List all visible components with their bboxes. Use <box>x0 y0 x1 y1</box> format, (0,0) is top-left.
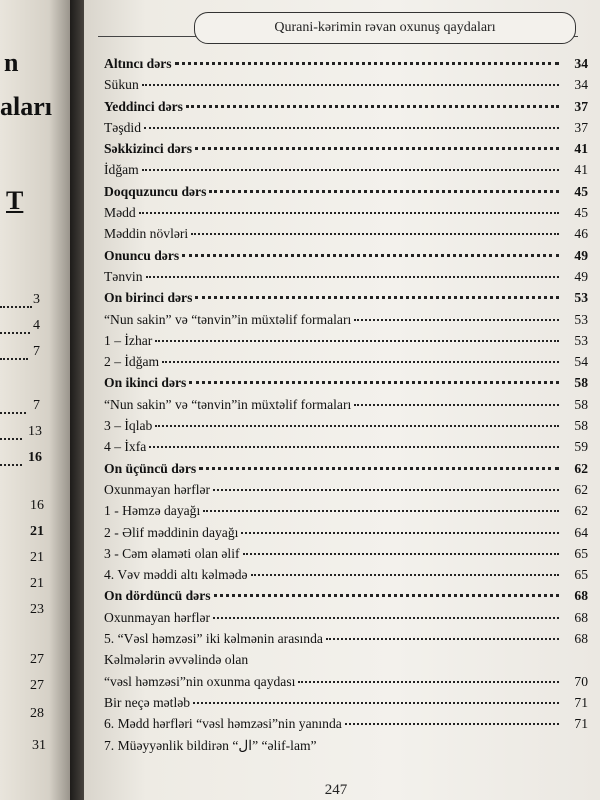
toc-entry-label: “Nun sakin” və “tənvin”in müxtəlif formaları <box>104 396 352 412</box>
toc-entry <box>104 120 588 141</box>
toc-entry-label: 1 – İzhar <box>104 332 153 348</box>
toc-page-number: 54 <box>574 354 588 370</box>
toc-page-number: 49 <box>574 268 588 284</box>
toc-entry-label: Məddin növləri <box>104 226 189 242</box>
toc-entry-label: “vəsl həmzəsi”nin oxunma qaydası <box>104 673 296 689</box>
toc-page-number: 71 <box>574 694 588 710</box>
toc-page-number: 58 <box>574 396 588 412</box>
toc-leader-dots <box>203 510 559 512</box>
toc-entry-label: 4 – İxfa <box>104 439 147 455</box>
toc-page-number: 37 <box>574 98 588 114</box>
toc-leader-dots <box>155 425 559 427</box>
toc-lesson-heading <box>104 56 588 77</box>
page-number: 247 <box>324 782 348 798</box>
left-page-number: 7 <box>33 344 40 359</box>
left-page-number: 21 <box>30 524 44 539</box>
book-gutter <box>70 0 84 800</box>
toc-page-number: 46 <box>574 226 588 242</box>
toc-entry <box>104 482 588 503</box>
toc-entry <box>104 77 588 98</box>
toc-lesson-heading <box>104 99 588 120</box>
toc-entry <box>104 695 588 716</box>
toc-entry-label: Oxunmayan hərflər <box>104 609 211 625</box>
left-page-fragment: T <box>6 186 24 215</box>
toc-lesson-heading <box>104 141 588 162</box>
toc-page-number: 58 <box>574 418 588 434</box>
toc-leader-dots <box>298 681 559 683</box>
toc-entry <box>104 397 588 418</box>
toc-page-number: 68 <box>574 631 588 647</box>
toc-page-number: 68 <box>574 588 588 604</box>
toc-lesson-heading <box>104 184 588 205</box>
toc-page-number: 65 <box>574 545 588 561</box>
toc-entry-label: Sükun <box>104 77 139 93</box>
toc-page-number: 37 <box>574 119 588 135</box>
left-page-number: 21 <box>30 576 44 591</box>
left-page-number: 21 <box>30 550 44 565</box>
toc-entry-label: On ikinci dərs <box>104 375 187 391</box>
toc-leader-dots <box>241 532 559 534</box>
toc-page-number: 53 <box>574 290 588 306</box>
toc-leader-dots <box>142 84 559 86</box>
toc-lesson-heading <box>104 290 588 311</box>
toc-page-number: 53 <box>574 332 588 348</box>
toc-leader-dots <box>182 254 559 257</box>
toc-page-number: 58 <box>574 375 588 391</box>
toc-entry <box>104 631 588 652</box>
toc-entry-label: 6. Mədd hərfləri “vəsl həmzəsi”nin yanında <box>104 716 342 732</box>
toc-page-number: 53 <box>574 311 588 327</box>
toc-entry-label: 1 - Həmzə dayağı <box>104 503 201 519</box>
left-page-number: 7 <box>33 398 40 413</box>
toc-entry-label: İdğam <box>104 162 139 178</box>
toc-leader-dots <box>193 702 559 704</box>
toc-lesson-heading <box>104 248 588 269</box>
toc-entry <box>104 503 588 524</box>
left-page <box>0 0 70 800</box>
toc-lesson-heading <box>104 588 588 609</box>
toc-entry-label: “Nun sakin” və “tənvin”in müxtəlif formaları <box>104 311 352 327</box>
toc-entry-label: 3 - Cəm əlaməti olan əlif <box>104 545 240 561</box>
toc-leader-dots <box>199 467 559 470</box>
toc-entry <box>104 674 588 695</box>
toc-page-number: 45 <box>574 183 588 199</box>
toc-entry-label: Mədd <box>104 205 136 221</box>
toc-entry-label: Bir neçə mətləb <box>104 694 191 710</box>
left-page-number: 13 <box>28 424 42 439</box>
toc-page-number: 62 <box>574 503 588 519</box>
toc-entry <box>104 312 588 333</box>
left-page-number: 16 <box>30 498 44 513</box>
toc-entry-label: Yeddinci dərs <box>104 98 183 114</box>
toc-entry <box>104 567 588 588</box>
toc-entry <box>104 525 588 546</box>
toc-entry <box>104 738 588 759</box>
toc-entry-label: 5. “Vəsl həmzəsi” iki kəlmənin arasında <box>104 631 323 647</box>
toc-entry-label: Oxunmayan hərflər <box>104 481 211 497</box>
toc-entry-label: 2 - Əlif məddinin dayağı <box>104 524 239 540</box>
toc-entry <box>104 162 588 183</box>
toc-page-number: 41 <box>574 162 588 178</box>
toc-entry-label: On birinci dərs <box>104 290 193 306</box>
toc-leader-dots <box>243 553 559 555</box>
toc-entry <box>104 652 588 673</box>
toc-leader-dots <box>326 638 559 640</box>
toc-entry-label: Doqquzuncu dərs <box>104 183 207 199</box>
toc-page-number: 70 <box>574 673 588 689</box>
left-page-number: 16 <box>28 450 42 465</box>
toc-entry <box>104 354 588 375</box>
toc-page-number: 62 <box>574 460 588 476</box>
toc-page-number: 41 <box>574 141 588 157</box>
toc-leader-dots <box>195 147 559 150</box>
toc-leader-dots <box>155 340 559 342</box>
left-page-number: 3 <box>33 292 40 307</box>
toc-page-number: 64 <box>574 524 588 540</box>
toc-page-number: 65 <box>574 567 588 583</box>
toc-entry-label: Onuncu dərs <box>104 247 180 263</box>
toc-leader-dots <box>162 361 559 363</box>
toc-leader-dots <box>251 574 559 576</box>
toc-leader-dots <box>354 319 559 321</box>
toc-leader-dots <box>186 105 559 108</box>
toc-page-number: 49 <box>574 247 588 263</box>
running-header: Qurani-kərimin rəvan oxunuş qaydaları <box>194 12 576 44</box>
table-of-contents <box>104 56 588 759</box>
toc-entry <box>104 546 588 567</box>
toc-leader-dots <box>214 594 559 597</box>
toc-lesson-heading <box>104 375 588 396</box>
left-page-number: 27 <box>30 652 44 667</box>
toc-leader-dots <box>142 169 559 171</box>
left-page-fragment: aları <box>0 92 52 121</box>
left-page-number: 27 <box>30 678 44 693</box>
toc-leader-dots <box>209 190 559 193</box>
left-page-number: 28 <box>30 706 44 721</box>
left-page-number: 4 <box>33 318 40 333</box>
toc-leader-dots <box>213 617 559 619</box>
toc-leader-dots <box>144 127 559 129</box>
toc-entry-label: Tənvin <box>104 268 143 284</box>
toc-entry <box>104 333 588 354</box>
left-page-number: 31 <box>32 738 46 753</box>
toc-leader-dots <box>195 296 559 299</box>
left-page-fragment: n <box>4 48 19 77</box>
toc-leader-dots <box>139 212 559 214</box>
toc-leader-dots <box>213 489 559 491</box>
toc-entry <box>104 716 588 737</box>
toc-leader-dots <box>191 233 559 235</box>
toc-lesson-heading <box>104 461 588 482</box>
toc-page-number: 68 <box>574 609 588 625</box>
toc-entry-label: Kəlmələrin əvvəlində olan <box>104 652 249 668</box>
toc-entry-label: Səkkizinci dərs <box>104 141 192 157</box>
toc-leader-dots <box>345 723 559 725</box>
toc-page-number: 34 <box>574 77 588 93</box>
toc-page-number: 62 <box>574 481 588 497</box>
toc-leader-dots <box>354 404 559 406</box>
toc-entry-label: 2 – İdğam <box>104 354 160 370</box>
toc-entry <box>104 418 588 439</box>
toc-leader-dots <box>189 381 559 384</box>
toc-entry-label: 4. Vəv məddi altı kəlmədə <box>104 567 248 583</box>
toc-page-number: 71 <box>574 716 588 732</box>
toc-page-number: 45 <box>574 205 588 221</box>
toc-entry <box>104 610 588 631</box>
toc-entry <box>104 226 588 247</box>
toc-page-number: 59 <box>574 439 588 455</box>
toc-entry <box>104 205 588 226</box>
toc-entry <box>104 439 588 460</box>
toc-entry-label: 7. Müəyyənlik bildirən “ال” “əlif-lam” <box>104 737 317 753</box>
book-page <box>84 0 600 800</box>
toc-entry-label: 3 – İqlab <box>104 418 153 434</box>
toc-entry-label: On dördüncü dərs <box>104 588 211 604</box>
toc-leader-dots <box>175 62 559 65</box>
toc-entry <box>104 269 588 290</box>
toc-page-number: 34 <box>574 56 588 71</box>
toc-leader-dots <box>146 276 559 278</box>
toc-entry-label: Altıncı dərs <box>104 56 172 71</box>
left-page-number: 23 <box>30 602 44 617</box>
toc-entry-label: On üçüncü dərs <box>104 460 197 476</box>
toc-leader-dots <box>149 446 559 448</box>
toc-entry-label: Təşdid <box>104 119 141 135</box>
